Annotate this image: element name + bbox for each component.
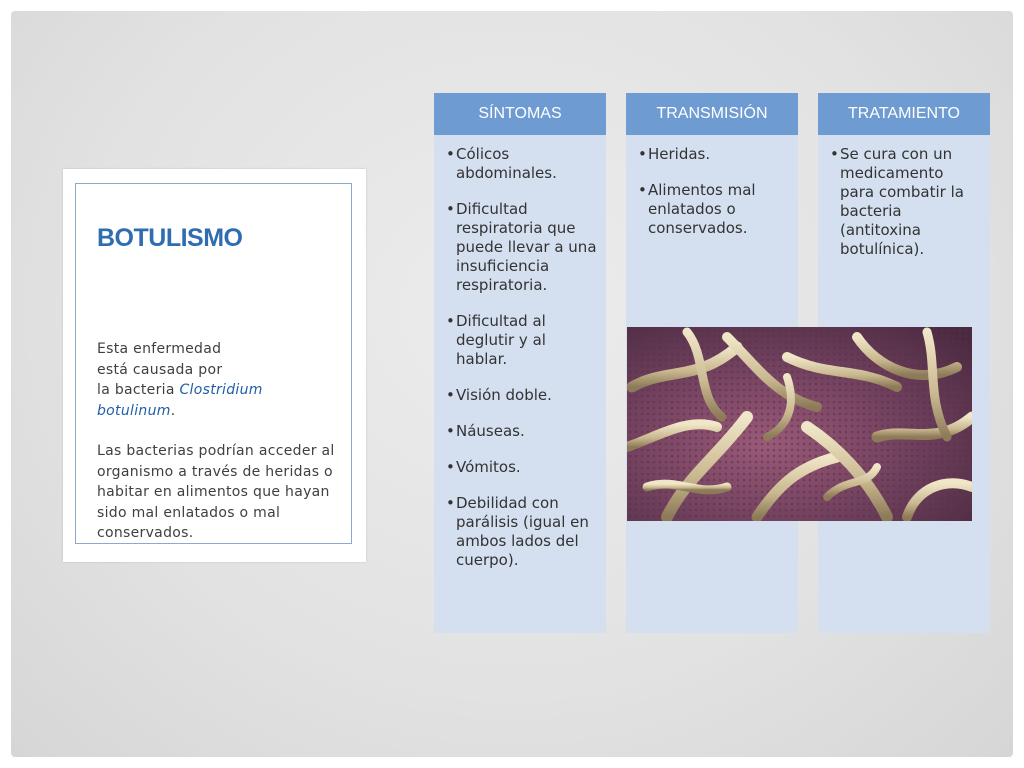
description-line: [97, 401, 347, 422]
description-line: está causada por: [97, 361, 223, 378]
slide-title: BOTULISMO: [97, 224, 243, 252]
list-item: • Se cura con un medicamento para combatir la bacteria (antitoxina botulínica).: [830, 145, 982, 259]
list-item: • Alimentos mal enlatados o conservados.: [638, 181, 790, 238]
column-header: TRANSMISIÓN: [626, 93, 798, 135]
list-item: • Heridas.: [638, 145, 790, 164]
scientific-name: Clostridium: [179, 382, 263, 398]
column-header: SÍNTOMAS: [434, 93, 606, 135]
symptom-list: [434, 135, 606, 570]
paragraph-gap: [97, 421, 347, 441]
description-text: [97, 339, 347, 544]
description-text-suffix: .: [170, 402, 176, 419]
list-item: • Debilidad con parálisis (igual en ambos lados del cuerpo).: [446, 494, 598, 570]
column-header: TRATAMIENTO: [818, 93, 990, 135]
description-line: Esta enfermedad: [97, 341, 222, 357]
scientific-name: botulinum: [97, 402, 171, 419]
column-sintomas: [434, 93, 606, 633]
list-item: • Dificultad respiratoria que puede llevar a una insuficiencia respiratoria.: [446, 200, 598, 295]
title-card-border: [75, 183, 352, 544]
title-card: [63, 169, 366, 562]
list-item: • Náuseas.: [446, 422, 598, 441]
list-item: • Dificultad al deglutir y al hablar.: [446, 312, 598, 369]
treatment-list: [818, 135, 990, 259]
bacteria-micrograph-image: [627, 327, 972, 521]
list-item: • Visión doble.: [446, 386, 598, 405]
description-paragraph: Las bacterias podrían acceder al organismo a través de heridas o habitar en alimentos que hayan sido mal enlatados o mal conservados.: [97, 443, 335, 541]
list-item: • Vómitos.: [446, 458, 598, 477]
transmission-list: [626, 135, 798, 238]
list-item: • Cólicos abdominales.: [446, 145, 598, 183]
description-text-prefix: la bacteria: [97, 382, 180, 398]
description-line: [97, 380, 347, 401]
